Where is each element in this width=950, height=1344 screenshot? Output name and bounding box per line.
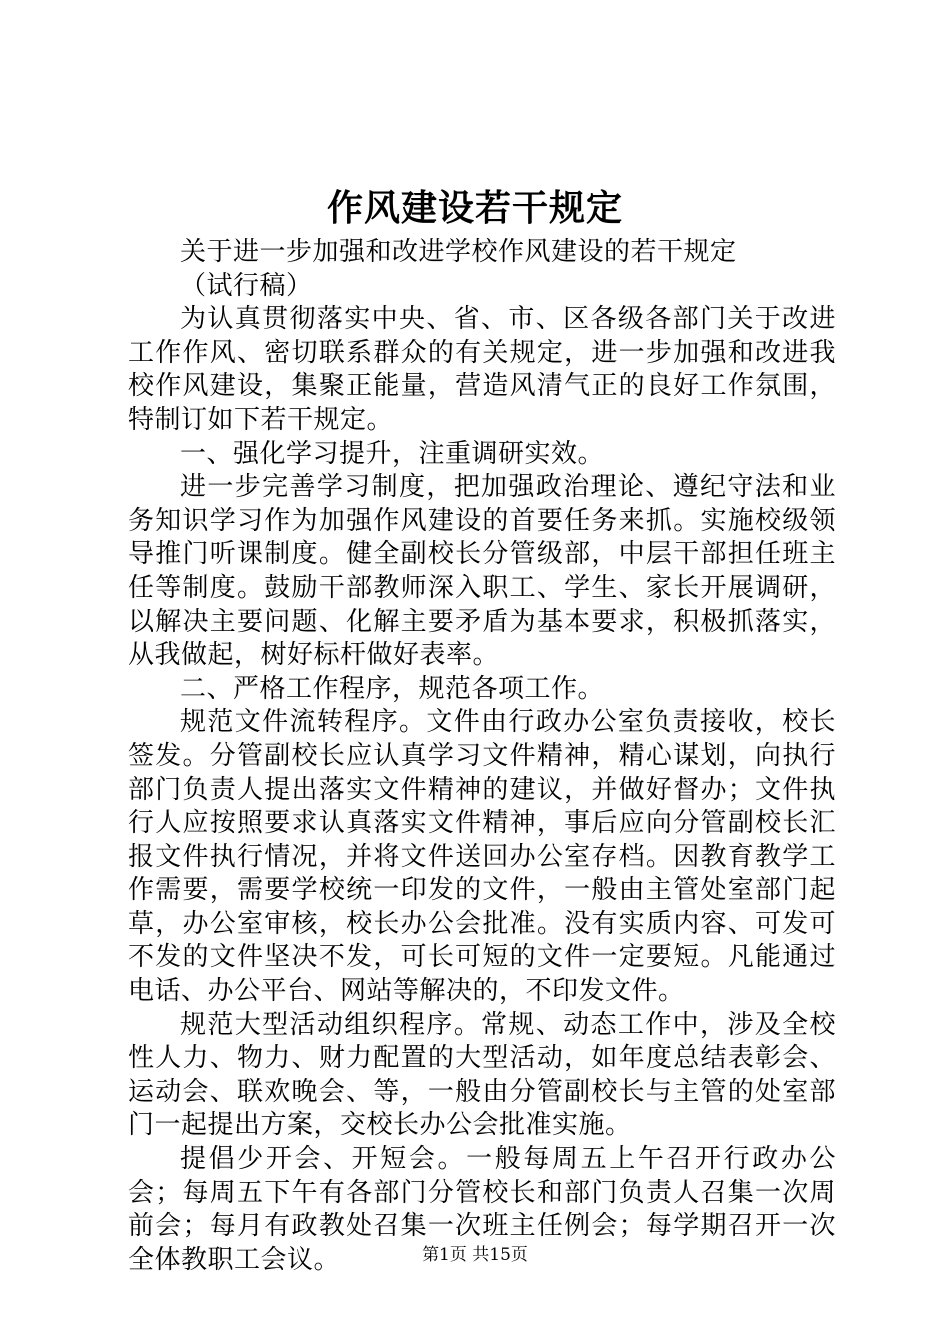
section-heading-1: 一、强化学习提升，注重调研实效。: [180, 438, 605, 469]
document-title: 作风建设若干规定: [326, 187, 623, 229]
draft-note-paragraph: （试行稿）: [180, 270, 313, 301]
section-1-paragraph: 进一步完善学习制度，把加强政治理论、遵纪守法和业务知识学习作为加强作风建设的首要任务来抓。实施校级领导推门听课制度。健全副校长分管级部，中层干部担任班主任等制度。鼓励干部教师深入职工、学生、家长开展调研，以解决主要问题、化解主要矛盾为基本要求，积极抓落实，从我做起，树好标杆做好表率。: [128, 472, 836, 671]
page-footer: 第1页 共15页: [422, 1245, 528, 1265]
file-procedure-paragraph: 规范文件流转程序。文件由行政办公室负责接收，校长签发。分管副校长应认真学习文件精神，精心谋划，向执行部门负责人提出落实文件精神的建议，并做好督办；文件执行人应按照要求认真落实文件精神，事后应向分管副校长汇报文件执行情况，并将文件送回办公室存档。因教育教学工作需要，需要学校统一印发的文件，一般由主管处室部门起草，办公室审核，校长办公会批准。没有实质内容、可发可不发的文件坚决不发，可长可短的文件一定要短。凡能通过电话、办公平台、网站等解决的，不印发文件。: [128, 707, 836, 1007]
document-body: [128, 236, 836, 1277]
activity-procedure-paragraph: 规范大型活动组织程序。常规、动态工作中，涉及全校性人力、物力、财力配置的大型活动，如年度总结表彰会、运动会、联欢晚会、等，一般由分管副校长与主管的处室部门一起提出方案，交校长办公会批准实施。: [128, 1009, 836, 1141]
meeting-paragraph: 提倡少开会、开短会。一般每周五上午召开行政办公会；每周五下午有各部门分管校长和部门负责人召集一次周前会；每月有政教处召集一次班主任例会；每学期召开一次全体教职工会议。: [128, 1144, 836, 1275]
intro-paragraph: 为认真贯彻落实中央、省、市、区各级各部门关于改进工作作风、密切联系群众的有关规定，进一步加强和改进我校作风建设，集聚正能量，营造风清气正的良好工作氛围，特制订如下若干规定。: [128, 304, 836, 435]
section-heading-2: 二、严格工作程序，规范各项工作。: [180, 673, 605, 704]
subtitle-paragraph: 关于进一步加强和改进学校作风建设的若干规定: [180, 237, 737, 267]
